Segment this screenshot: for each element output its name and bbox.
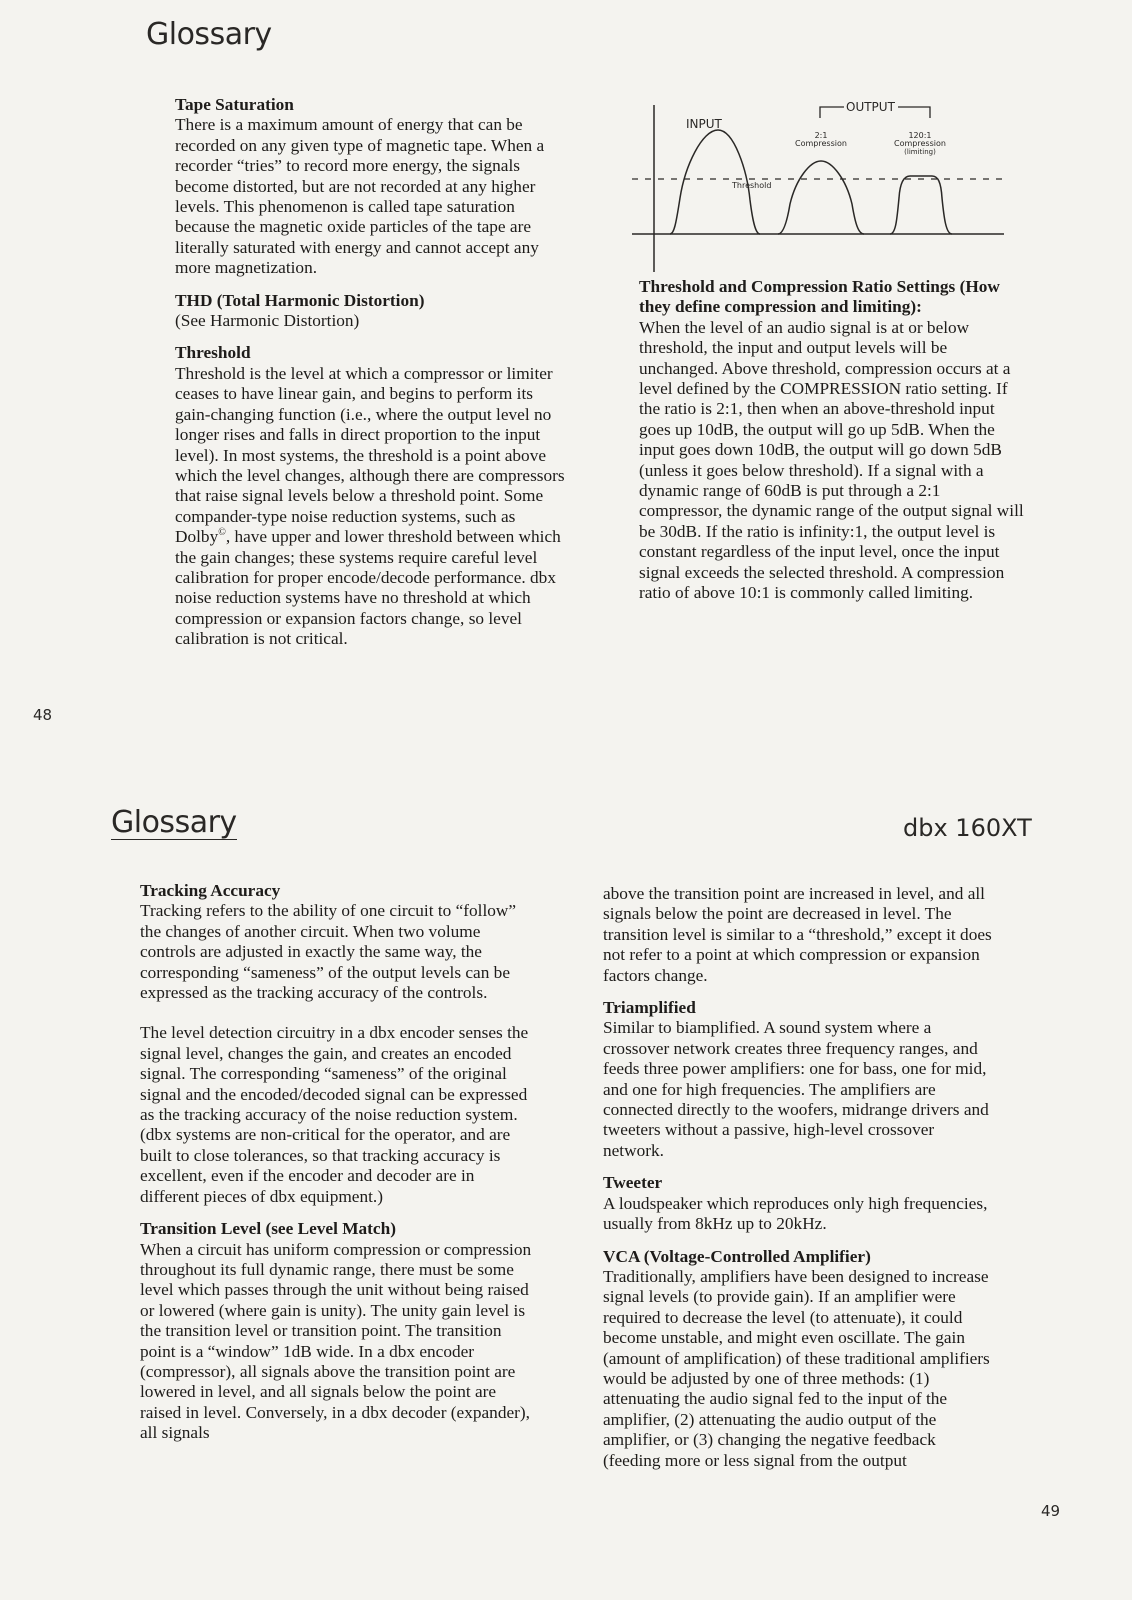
entry-transition-level-continued xyxy=(603,884,993,986)
definition-threshold xyxy=(175,364,567,650)
entry-tweeter xyxy=(603,1173,993,1234)
page-number-48: 48 xyxy=(33,706,53,724)
entry-tracking-accuracy xyxy=(140,881,532,1207)
term-threshold: Threshold xyxy=(175,343,251,363)
right-column-bottom xyxy=(603,884,993,1483)
term-tracking-accuracy: Tracking Accuracy xyxy=(140,881,281,900)
output-waveform-limiting xyxy=(890,176,952,234)
term-tweeter: Tweeter xyxy=(603,1173,663,1193)
definition-triamplified: Similar to biamplified. A sound system where a crossover network creates three frequency ranges, and feeds three power amplifiers: one for bass, one for mid, and one for high frequencies. The amplifiers are connected directly to the woofers, midrange drivers and tweeters without a passive, high-level crossover network. xyxy=(603,1018,989,1160)
ratio-120-1-note: (limiting) xyxy=(904,148,936,156)
entry-transition-level xyxy=(140,1219,532,1443)
left-column-bottom xyxy=(140,881,532,1456)
definition-threshold-part2: , have upper and lower threshold between which the gain changes; these systems require careful level calibration for proper encode/decode performance. dbx noise reduction systems have no threshold at which compression or expansion factors change, so level calibration is not critical. xyxy=(175,527,561,649)
term-thd: THD (Total Harmonic Distortion) xyxy=(175,290,425,310)
entry-thd xyxy=(175,291,567,332)
output-waveform-compression xyxy=(778,161,864,234)
definition-thd: (See Harmonic Distortion) xyxy=(175,311,360,331)
definition-tracking-accuracy-para1: Tracking refers to the ability of one circuit to “follow” the changes of another circuit. When two volume controls are adjusted in exactly the same way, the corresponding “sameness” of the output levels can be expressed as the tracking accuracy of the controls. xyxy=(140,901,517,1003)
copyright-mark: © xyxy=(218,527,226,539)
term-tape-saturation: Tape Saturation xyxy=(175,95,294,114)
definition-transition-level-continued: above the transition point are increased in level, and all signals below the point are decreased in level. The transition level is similar to a “threshold,” except it does not refer to a point at which compression or expansion factors change. xyxy=(603,884,992,985)
entry-vca xyxy=(603,1247,993,1471)
input-label: INPUT xyxy=(686,117,722,131)
output-bracket-right xyxy=(898,107,930,118)
page-title-top: Glossary xyxy=(146,17,272,52)
ratio-120-1-caption: Compression xyxy=(894,139,946,148)
page-number-49: 49 xyxy=(1041,1502,1061,1520)
entry-threshold xyxy=(175,343,567,649)
compression-diagram xyxy=(632,100,1012,275)
definition-tracking-accuracy-para2: The level detection circuitry in a dbx encoder senses the signal level, changes the gain, and creates an encoded signal. The corresponding “sameness” of the original signal and the encoded/decoded signal can be expressed as the tracking accuracy of the noise reduction system. (dbx systems are non-critical for the operator, and are built to close tolerances, so that tracking accuracy is excellent, even if the encoder and decoder are in different pieces of dbx equipment.) xyxy=(140,1023,529,1206)
definition-threshold-part1: Threshold is the level at which a compressor or limiter ceases to have linear gain, and begins to perform its gain-changing function (i.e., where the output level no longer rises and falls in direct proportion to the input level). In most systems, the threshold is a point above which the level changes, although there are compressors that raise signal levels below a threshold point. Some compander-type noise reduction systems, such as Dolby xyxy=(175,363,565,547)
term-vca: VCA (Voltage-Controlled Amplifier) xyxy=(603,1246,871,1266)
term-triamplified: Triamplified xyxy=(603,998,696,1018)
entry-triamplified xyxy=(603,998,993,1161)
ratio-2-1-caption: Compression xyxy=(795,139,847,148)
right-column-top xyxy=(639,277,1024,616)
ratio-120-1-label: 120:1 xyxy=(908,131,932,140)
ratio-2-1-label: 2:1 xyxy=(814,131,828,140)
threshold-label: Threshold xyxy=(732,181,772,190)
definition-threshold-ratio-settings: When the level of an audio signal is at or below threshold, the input and output levels will be unchanged. Above threshold, compression occurs at a level defined by the COMPRESSION ratio setting. If the ratio is 2:1, then when an above-threshold input goes up 10dB, the output will go up 5dB. When the input goes down 10dB, the output will go down 5dB (unless it goes below threshold). If a signal with a dynamic range of 60dB is put through a 2:1 compressor, the dynamic range of the output signal will be 30dB. If the ratio is infinity:1, the output level is constant regardless of the input level, once the input signal exceeds the selected threshold. A compression ratio of above 10:1 is commonly called limiting. xyxy=(639,317,1024,603)
term-threshold-ratio-settings: Threshold and Compression Ratio Settings (How they define compression and limiting): xyxy=(639,277,1000,317)
entry-threshold-ratio-settings xyxy=(639,277,1024,604)
entry-tape-saturation xyxy=(175,95,567,279)
output-label: OUTPUT xyxy=(846,100,895,114)
output-bracket-left xyxy=(820,107,844,118)
definition-vca: Traditionally, amplifiers have been designed to increase signal levels (to provide gain). If an amplifier were required to decrease the level (to attenuate), it could become unstable, and might even oscillate. The gain (amount of amplification) of these traditional amplifiers would be adjusted by one of three methods: (1) attenuating the audio signal fed to the input of the amplifier, (2) attenuating the audio output of the amplifier, or (3) changing the negative feedback (feeding more or less signal from the output xyxy=(603,1266,990,1470)
brand-label: dbx 160XT xyxy=(903,814,1032,842)
definition-tweeter: A loudspeaker which reproduces only high frequencies, usually from 8kHz up to 20kHz. xyxy=(603,1193,988,1234)
definition-tape-saturation: There is a maximum amount of energy that can be recorded on any given type of magnetic tape. When a recorder “tries” to record more energy, the signals become distorted, but are not recorded at any higher levels. This phenomenon is called tape saturation because the magnetic oxide particles of the tape are literally saturated with energy and cannot accept any more magnetization. xyxy=(175,115,545,278)
left-column-top xyxy=(175,95,567,662)
page-title-bottom: Glossary xyxy=(111,805,237,840)
definition-transition-level: When a circuit has uniform compression or compression throughout its full dynamic range, there must be some level which passes through the unit without being raised or lowered (where gain is unity). The unity gain level is the transition level or transition point. The transition point is a “window” 1dB wide. In a dbx encoder (compressor), all signals above the transition point are lowered in level, and all signals below the point are raised in level. Conversely, in a dbx decoder (expander), all signals xyxy=(140,1239,532,1443)
term-transition-level: Transition Level (see Level Match) xyxy=(140,1219,396,1239)
